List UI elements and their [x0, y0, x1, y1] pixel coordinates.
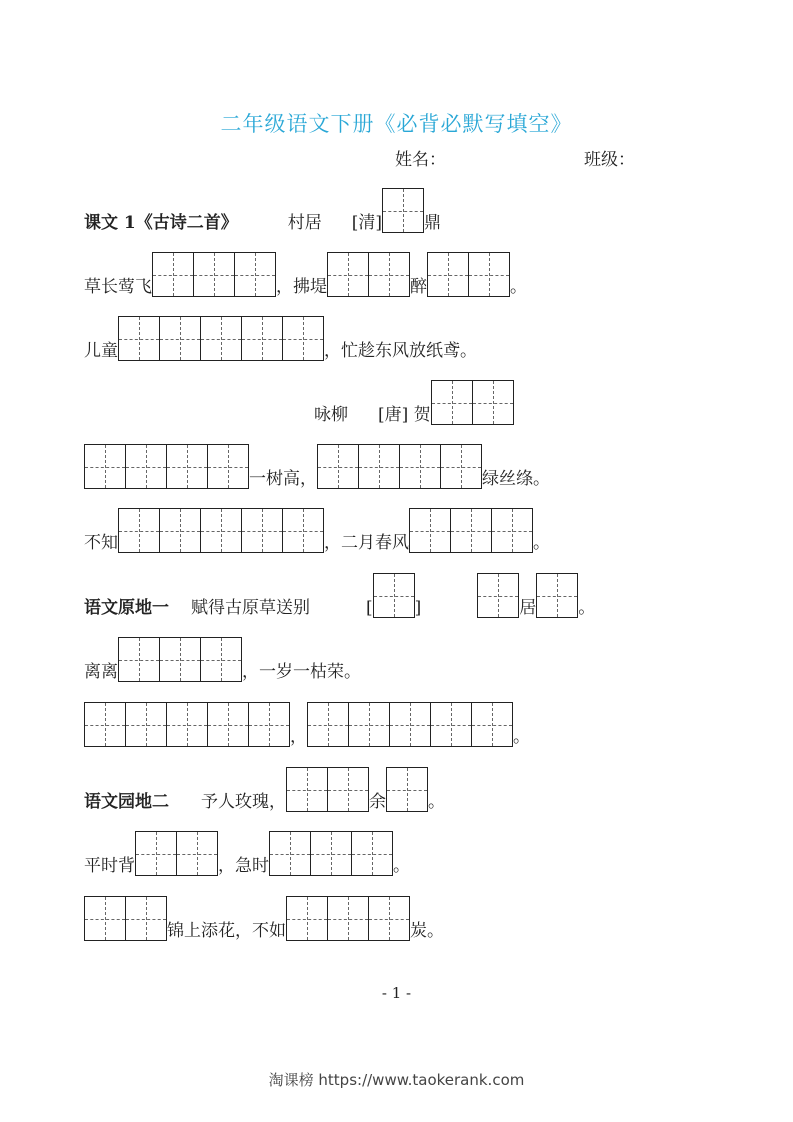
text-segment: 一树高， — [249, 469, 317, 489]
char-box[interactable] — [430, 702, 472, 747]
char-box[interactable] — [200, 508, 242, 553]
lesson1-heading-row — [84, 188, 441, 233]
char-box[interactable] — [176, 831, 218, 876]
text-segment: 居 — [519, 598, 537, 618]
lesson1-line3 — [84, 444, 550, 489]
answer-boxes[interactable] — [135, 831, 218, 876]
char-box[interactable] — [368, 252, 410, 297]
char-box[interactable] — [310, 831, 352, 876]
char-box[interactable] — [135, 831, 177, 876]
lesson1-line2 — [84, 316, 477, 361]
char-box[interactable] — [241, 508, 283, 553]
char-box[interactable] — [286, 896, 328, 941]
char-box[interactable] — [84, 896, 126, 941]
answer-boxes[interactable] — [84, 896, 167, 941]
char-box[interactable] — [351, 831, 393, 876]
char-box[interactable] — [440, 444, 482, 489]
char-box[interactable] — [159, 637, 201, 682]
lesson1-heading: 课文 1《古诗二首》 — [84, 213, 238, 233]
text-segment: 儿童 — [84, 341, 118, 361]
char-box[interactable] — [118, 316, 160, 361]
char-box[interactable] — [125, 444, 167, 489]
text-segment: ，忙趁东风放纸鸢。 — [324, 341, 477, 361]
char-box[interactable] — [368, 896, 410, 941]
char-box[interactable] — [471, 702, 513, 747]
answer-boxes[interactable] — [307, 702, 513, 747]
text-segment: 绿丝绦。 — [482, 469, 550, 489]
text-segment: 炭。 — [410, 921, 444, 941]
garden2-line2 — [84, 831, 410, 876]
text-segment: 离离 — [84, 662, 118, 682]
text-segment: ， — [290, 727, 307, 747]
char-box[interactable] — [389, 702, 431, 747]
char-box[interactable] — [399, 444, 441, 489]
poem2-author-boxes[interactable] — [431, 380, 514, 425]
char-box[interactable] — [159, 316, 201, 361]
char-box[interactable] — [282, 508, 324, 553]
poem1-author-boxes[interactable] — [382, 188, 424, 233]
garden1-line2 — [84, 702, 530, 747]
bracket-open: [ — [366, 598, 373, 618]
answer-boxes[interactable] — [118, 637, 242, 682]
char-box[interactable] — [477, 573, 519, 618]
text-segment: 。 — [533, 533, 550, 553]
garden1-line1 — [84, 637, 361, 682]
page-number: - 1 - — [381, 984, 412, 1002]
dynasty-box[interactable] — [373, 573, 415, 618]
char-box[interactable] — [118, 637, 160, 682]
char-box[interactable] — [386, 767, 428, 812]
char-box[interactable] — [409, 508, 451, 553]
char-box[interactable] — [307, 702, 349, 747]
char-box[interactable] — [207, 702, 249, 747]
answer-boxes[interactable] — [286, 896, 410, 941]
text-segment: 。 — [578, 598, 596, 618]
text-segment: ，拂堤 — [276, 277, 327, 297]
text-segment: ，一岁一枯荣。 — [242, 662, 361, 682]
poem2-title: 咏柳 — [314, 405, 348, 425]
text-segment: 平时背 — [84, 856, 135, 876]
answer-boxes[interactable] — [327, 252, 410, 297]
poem2-dynasty: [唐] 贺 — [378, 405, 431, 425]
answer-boxes[interactable] — [286, 767, 369, 812]
char-box[interactable] — [327, 252, 369, 297]
page-title: 二年级语文下册《必背必默写填空》 — [220, 112, 573, 136]
text-segment: 予人玫瑰， — [201, 792, 286, 812]
text-segment: ，二月春风 — [324, 533, 409, 553]
char-box[interactable] — [118, 508, 160, 553]
garden2-line3 — [84, 896, 444, 941]
lesson1-line1 — [84, 252, 527, 297]
text-segment: 。 — [510, 277, 527, 297]
answer-boxes[interactable] — [84, 444, 249, 489]
garden2-heading: 语文园地二 — [84, 792, 169, 812]
char-box[interactable] — [373, 573, 415, 618]
char-box[interactable] — [269, 831, 311, 876]
poem2-heading-row — [314, 380, 514, 425]
text-segment: 醉 — [410, 277, 427, 297]
answer-boxes[interactable] — [84, 702, 290, 747]
text-segment: 草长莺飞 — [84, 277, 152, 297]
char-box[interactable] — [491, 508, 533, 553]
char-box[interactable] — [234, 252, 276, 297]
garden1-heading: 语文原地一 — [84, 598, 169, 618]
site-footer: 淘课榜 https://www.taokerank.com — [268, 1071, 525, 1089]
answer-boxes[interactable] — [118, 508, 324, 553]
name-label: 姓名： — [395, 150, 446, 170]
poem1-title: 村居 — [287, 213, 322, 233]
char-box[interactable] — [427, 252, 469, 297]
char-box[interactable] — [152, 252, 194, 297]
char-box[interactable] — [166, 702, 208, 747]
char-box[interactable] — [207, 444, 249, 489]
garden2-line1 — [84, 767, 445, 812]
class-label: 班级： — [584, 150, 635, 170]
char-box[interactable] — [536, 573, 578, 618]
char-box[interactable] — [166, 444, 208, 489]
char-box[interactable] — [248, 702, 290, 747]
char-box[interactable] — [450, 508, 492, 553]
char-box[interactable] — [348, 702, 390, 747]
char-box[interactable] — [358, 444, 400, 489]
char-box[interactable] — [327, 896, 369, 941]
answer-boxes[interactable] — [118, 316, 324, 361]
char-box[interactable] — [125, 702, 167, 747]
char-box[interactable] — [317, 444, 359, 489]
poem1-dynasty: [清] — [351, 213, 383, 233]
lesson1-line4 — [84, 508, 550, 553]
char-box[interactable] — [200, 637, 242, 682]
text-segment: ，急时 — [218, 856, 269, 876]
answer-boxes[interactable] — [269, 831, 393, 876]
char-box[interactable] — [431, 380, 473, 425]
char-box[interactable] — [84, 444, 126, 489]
text-segment: 。 — [393, 856, 410, 876]
author-boxes[interactable] — [477, 573, 519, 618]
answer-boxes[interactable] — [386, 767, 428, 812]
char-box[interactable] — [382, 188, 424, 233]
answer-boxes[interactable] — [317, 444, 482, 489]
bracket-close: ] — [414, 598, 422, 618]
char-box[interactable] — [241, 316, 283, 361]
char-box[interactable] — [200, 316, 242, 361]
text-segment: 。 — [428, 792, 445, 812]
answer-boxes[interactable] — [152, 252, 276, 297]
answer-boxes[interactable] — [427, 252, 510, 297]
text-segment: 。 — [513, 727, 530, 747]
char-box[interactable] — [282, 316, 324, 361]
garden1-heading-row — [84, 573, 595, 618]
text-segment: 锦上添花，不如 — [167, 921, 286, 941]
char-box[interactable] — [286, 767, 328, 812]
garden1-poem-title: 赋得古原草送别 — [191, 598, 310, 618]
char-box[interactable] — [327, 767, 369, 812]
answer-boxes[interactable] — [409, 508, 533, 553]
char-box[interactable] — [193, 252, 235, 297]
author-boxes[interactable] — [536, 573, 578, 618]
char-box[interactable] — [159, 508, 201, 553]
student-info-row — [395, 150, 635, 170]
text-segment: 不知 — [84, 533, 118, 553]
char-box[interactable] — [472, 380, 514, 425]
char-box[interactable] — [84, 702, 126, 747]
char-box[interactable] — [125, 896, 167, 941]
char-box[interactable] — [468, 252, 510, 297]
text-segment: 余 — [369, 792, 386, 812]
poem1-author-suffix: 鼎 — [424, 213, 442, 233]
